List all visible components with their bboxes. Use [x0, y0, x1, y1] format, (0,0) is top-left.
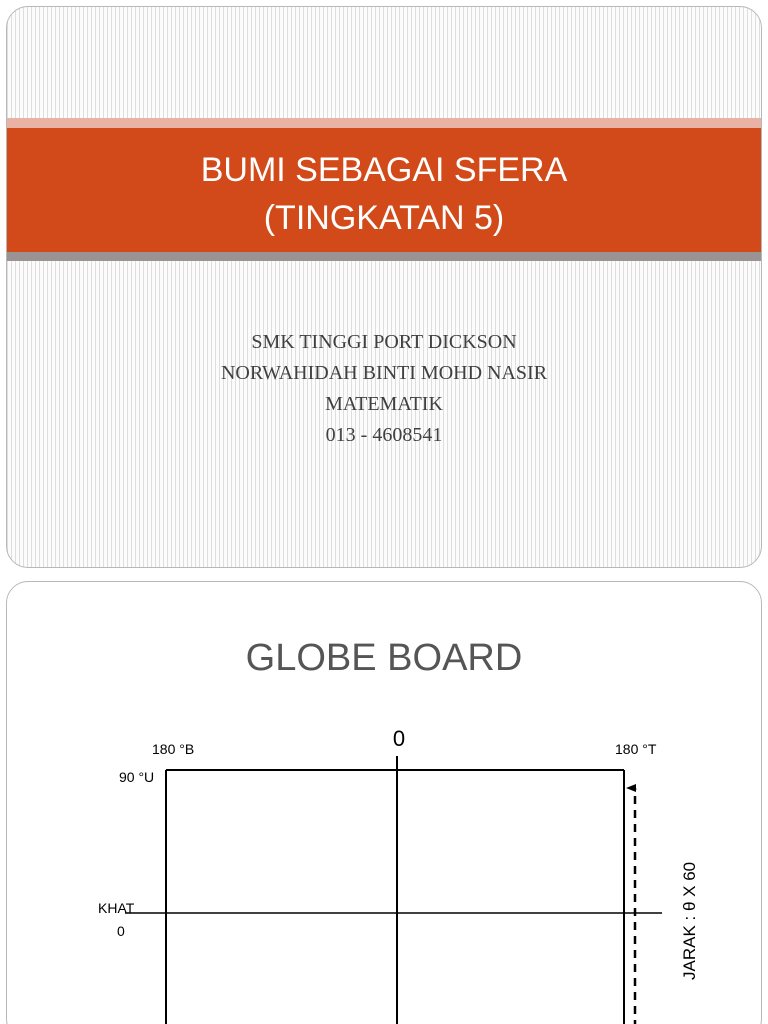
board-title: GLOBE BOARD	[245, 637, 523, 679]
slide-title-line-1: BUMI SEBAGAI SFERA	[200, 151, 568, 189]
slide-subtitle	[7, 327, 761, 451]
label-180-t: 180 °T	[615, 741, 657, 757]
globe-board-diagram	[7, 582, 762, 1024]
phone-number: 013 - 4608541	[325, 424, 443, 446]
distance-label: JARAK : θ X 60	[680, 861, 699, 980]
title-band-shadow	[7, 252, 761, 261]
author-name: NORWAHIDAH BINTI MOHD NASIR	[220, 362, 548, 384]
label-90-u: 90 °U	[119, 769, 155, 785]
title-band	[7, 128, 761, 252]
subject-name: MATEMATIK	[325, 393, 443, 415]
title-band-accent	[7, 118, 761, 128]
label-khat: KHAT	[98, 900, 135, 916]
label-180-b: 180 °B	[152, 741, 195, 757]
meridian-zero-label: 0	[392, 726, 406, 751]
slide-title-line-2: (TINGKATAN 5)	[263, 199, 505, 237]
school-name: SMK TINGGI PORT DICKSON	[251, 331, 517, 353]
label-khat-zero: 0	[117, 923, 125, 939]
globe-board-slide	[6, 581, 762, 1024]
title-slide	[6, 6, 762, 568]
slide-title	[7, 146, 761, 242]
